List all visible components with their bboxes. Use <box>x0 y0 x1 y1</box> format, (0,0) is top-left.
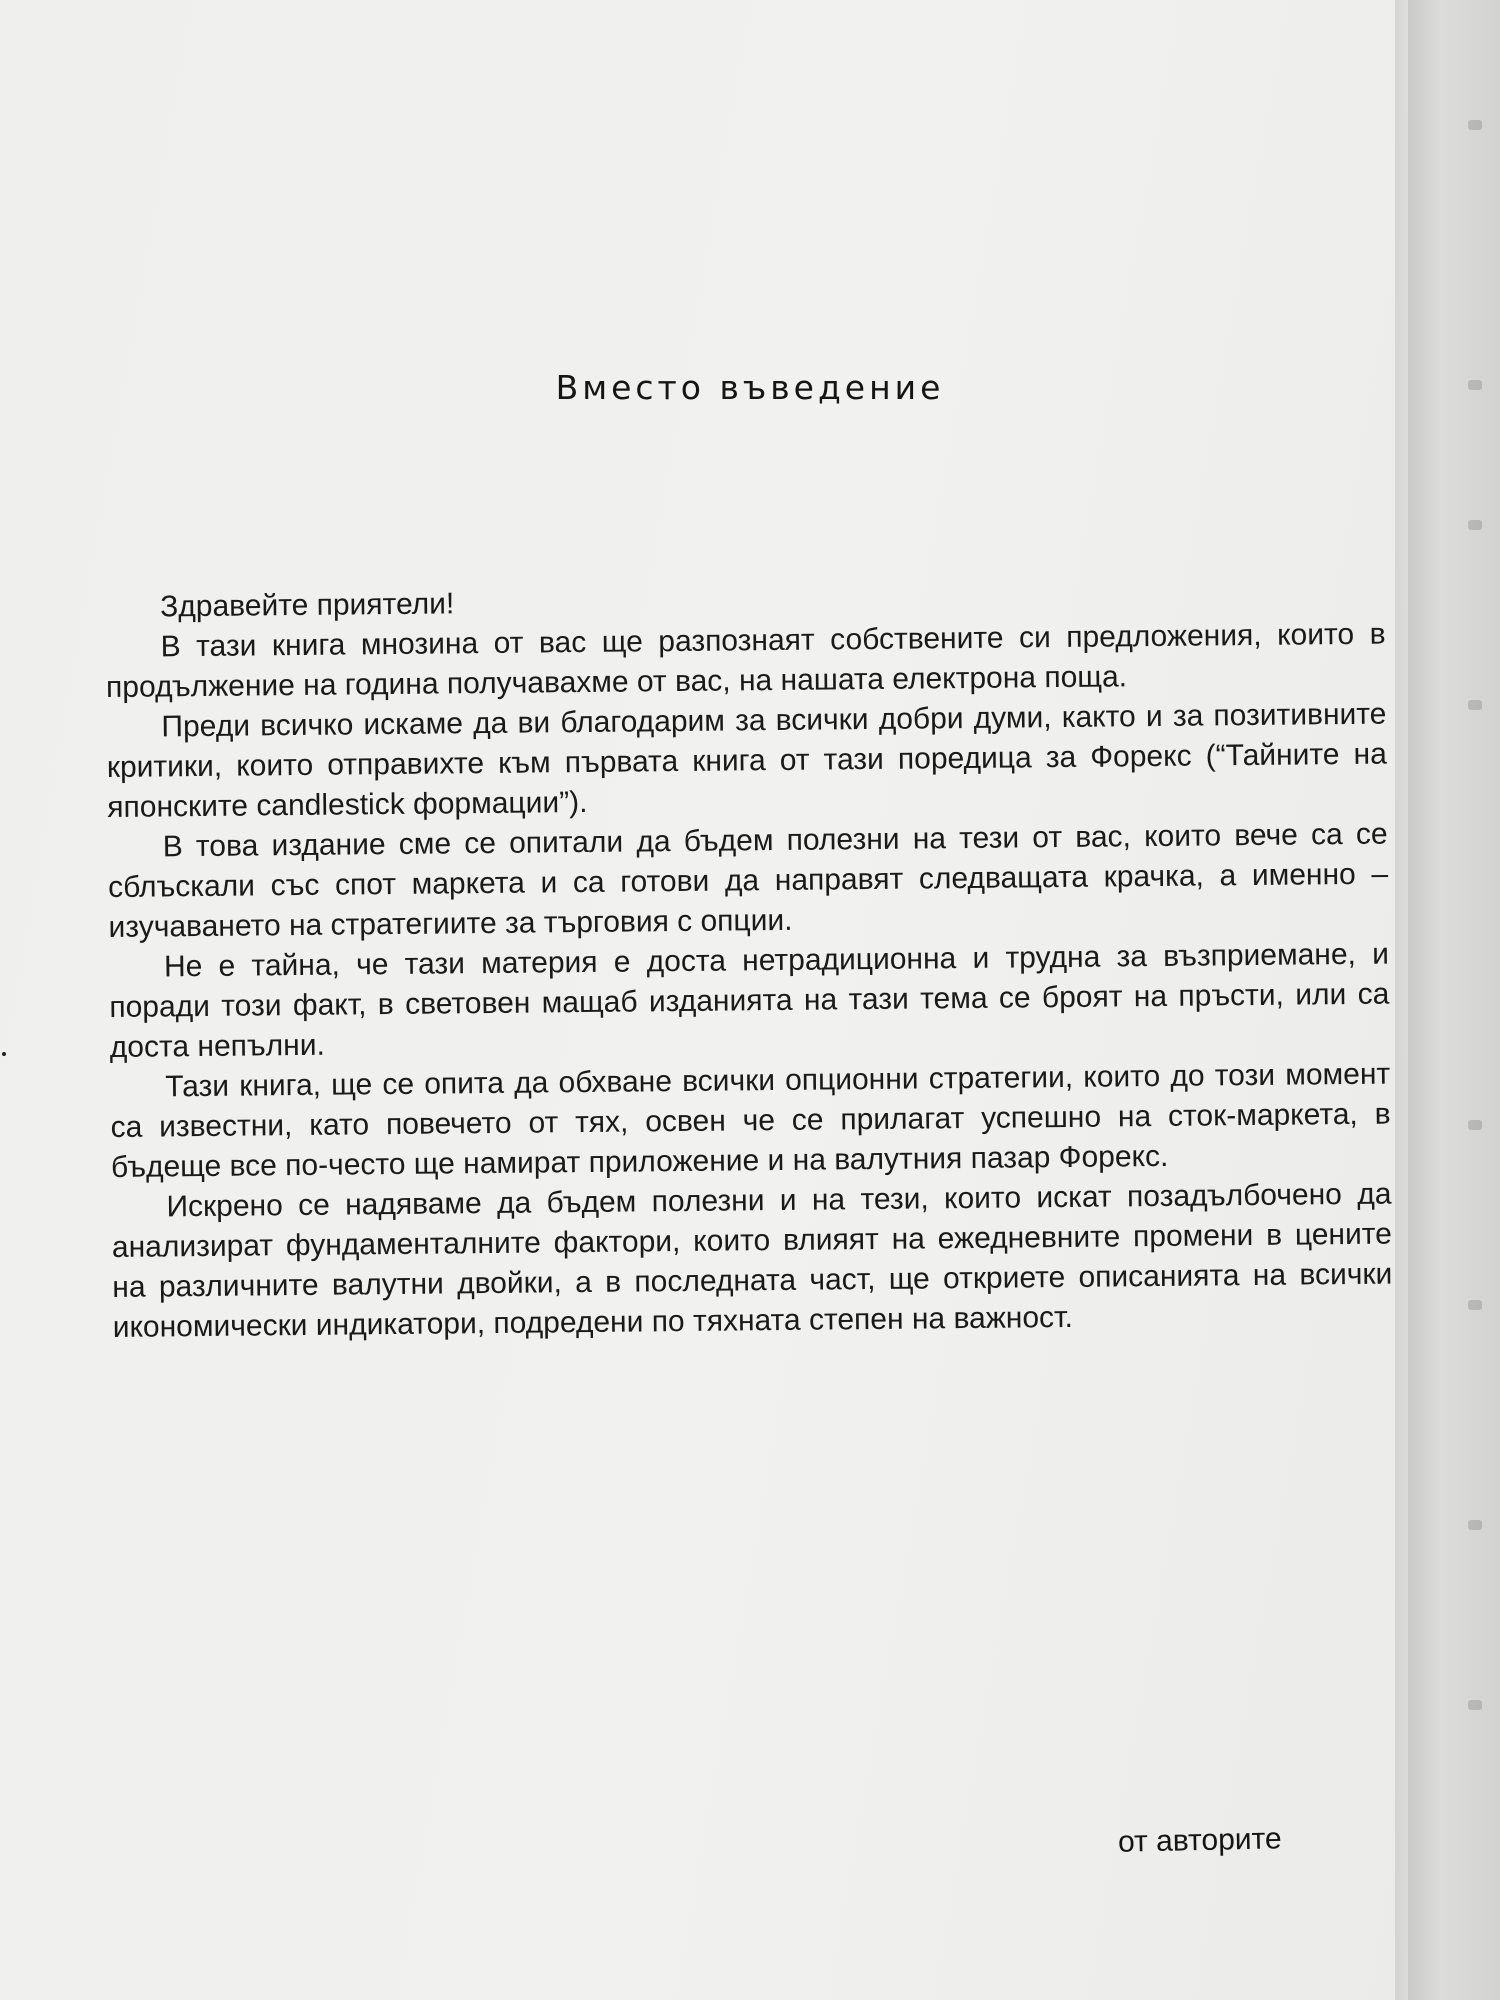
page-edge-mark <box>1468 520 1482 530</box>
page-edge-mark <box>1468 380 1482 390</box>
ink-speck <box>2 1052 6 1056</box>
page-edge-mark <box>1468 1300 1482 1310</box>
adjacent-page-edge <box>1408 0 1500 2000</box>
page-edge-mark <box>1468 1520 1482 1530</box>
paragraph: Тази книга, ще се опита да обхване всички опционни стратегии, които до този момент са известни, като повечето от тях, освен че се прилагат успешно на сток-маркета, в бъдеще все по-често ще намират приложение и на валутния пазар Форекс. <box>110 1057 1391 1184</box>
page-title: Вместо въведение <box>555 368 945 407</box>
paragraph: Не е тайна, че тази материя е доста нетрадиционна и трудна за възприемане, и поради този факт, в световен мащаб изданията на тази тема се броят на пръсти, или са доста непълни. <box>109 937 1390 1064</box>
signature: от авторите <box>1117 1822 1283 1859</box>
greeting-line: Здравейте приятели! <box>160 587 455 624</box>
page-edge-mark <box>1468 120 1482 130</box>
paragraph: В тази книга мнозина от вас ще разпознаят собствените си предложения, които в продължение на година получавахме от вас, на нашата електрона поща. <box>105 617 1386 704</box>
page-edge-mark <box>1468 1120 1482 1130</box>
page-edge-mark <box>1468 1700 1482 1710</box>
body-text <box>105 575 1393 1348</box>
paragraph: В това издание сме се опитали да бъдем полезни на тези от вас, които вече са се сблъскали със спот маркета и са готови да направят следващата крачка, а именно – изучаването на стратегиите за търговия с опции. <box>107 817 1389 944</box>
page-edge-mark <box>1468 700 1482 710</box>
paragraph: Искрено се надяваме да бъдем полезни и на тези, които искат позадълбочено да анализират фундаменталните фактори, които влияят на ежедневните промени в цените на различните валутни двойки, а в последната част, ще откриете описанията на всички икономически индикатори, подредени по тяхната степен на важност. <box>111 1177 1393 1344</box>
paragraph: Преди всичко искаме да ви благодарим за всички добри думи, както и за позитивните критики, които отправихте към първата книга от тази поредица за Форекс (“Тайните на японските candlestick формации”). <box>106 697 1387 824</box>
